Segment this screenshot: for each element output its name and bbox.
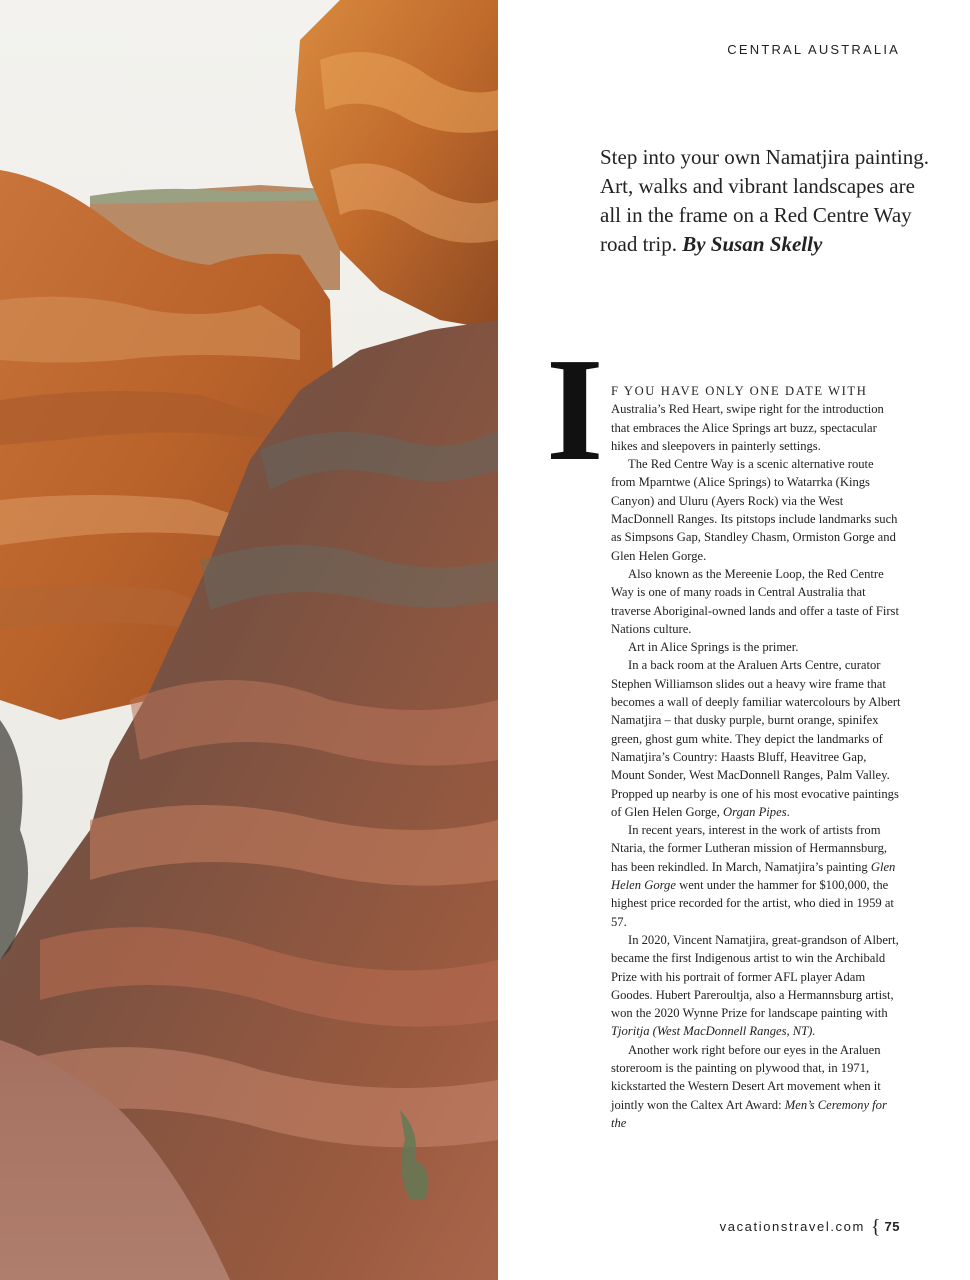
brace-divider: {: [870, 1216, 881, 1238]
lead-in-caps: F YOU HAVE ONLY ONE DATE WITH: [611, 384, 868, 398]
article-body: [611, 382, 901, 1132]
drop-cap: I: [546, 328, 604, 492]
standfirst-text: Step into your own Namatjira painting. Art, walks and vibrant landscapes are all in the frame on a Red Centre Way road trip.: [600, 145, 929, 256]
article-paragraph: The Red Centre Way is a scenic alternative route from Mparntwe (Alice Springs) to Watarrka (Kings Canyon) and Uluru (Ayers Rock) via the West MacDonnell Ranges. Its pitstops include landmarks such as Simpsons Gap, Standley Chasm, Ormiston Gorge and Glen Helen Gorge.: [611, 457, 898, 563]
artwork-title: Men’s Ceremony for the: [611, 1097, 887, 1130]
byline: By Susan Skelly: [682, 232, 823, 256]
standfirst: [600, 143, 930, 259]
paragraph-text: In a back room at the Araluen Arts Centre, curator Stephen Williamson slides out a heavy wire frame that becomes a wall of deeply familiar watercolours by Albert Namatjira – that dusky purple, burnt orange, spinifex green, ghost gum white. They depict the landmarks of Namatjira’s Country: Haasts Bluff, Heavitree Gap, Mount Sonder, West MacDonnell Ranges, Palm Valley. Propped up nearby is one of his most evocative paintings of Glen Helen Gorge,: [611, 658, 901, 819]
paragraph-text: In recent years, interest in the work of artists from Ntaria, the former Lutheran mission of Hermannsburg, has been rekindled. In March, Namatjira’s painting: [611, 823, 888, 874]
page-number: 75: [884, 1219, 900, 1234]
paragraph-text: In 2020, Vincent Namatjira, great-grandson of Albert, became the first Indigenous artist to win the Archibald Prize with his portrait of former AFL player Adam Goodes. Hubert Pareroultja, also a Hermannsburg artist, won the 2020 Wynne Prize for landscape painting with: [611, 932, 899, 1021]
article-paragraph: Art in Alice Springs is the primer.: [628, 640, 799, 655]
paragraph-text: Another work right before our eyes in the Araluen storeroom is the painting on plywood that, in 1971, kickstarted the Western Desert Art movement when it jointly won the Caltex Art Award:: [611, 1042, 881, 1112]
article-paragraph: [611, 656, 901, 821]
footer-website: vacationstravel.com: [719, 1219, 865, 1234]
article-paragraph: [611, 1041, 901, 1132]
artwork-title: Tjoritja (West MacDonnell Ranges, NT).: [611, 1024, 816, 1039]
paragraph-text: Australia’s Red Heart, swipe right for the introduction that embraces the Alice Springs art buzz, spectacular hikes and sleepovers in painterly settings.: [611, 402, 884, 453]
article-paragraph: [611, 821, 901, 931]
paragraph-text: .: [786, 804, 790, 819]
article-paragraph: [611, 931, 901, 1041]
article-paragraph: [611, 382, 901, 455]
artwork-title: Glen Helen Gorge: [611, 859, 896, 893]
section-label: CENTRAL AUSTRALIA: [727, 42, 900, 57]
artwork-title: Organ Pipes: [723, 804, 787, 819]
article-paragraph: Also known as the Mereenie Loop, the Red Centre Way is one of many roads in Central Australia that traverse Aboriginal-owned lands and offer a taste of First Nations culture.: [611, 566, 899, 636]
paragraph-text: went under the hammer for $100,000, the highest price recorded for the artist, who died in 1959 at 57.: [611, 878, 894, 929]
page-footer: [660, 1214, 900, 1237]
